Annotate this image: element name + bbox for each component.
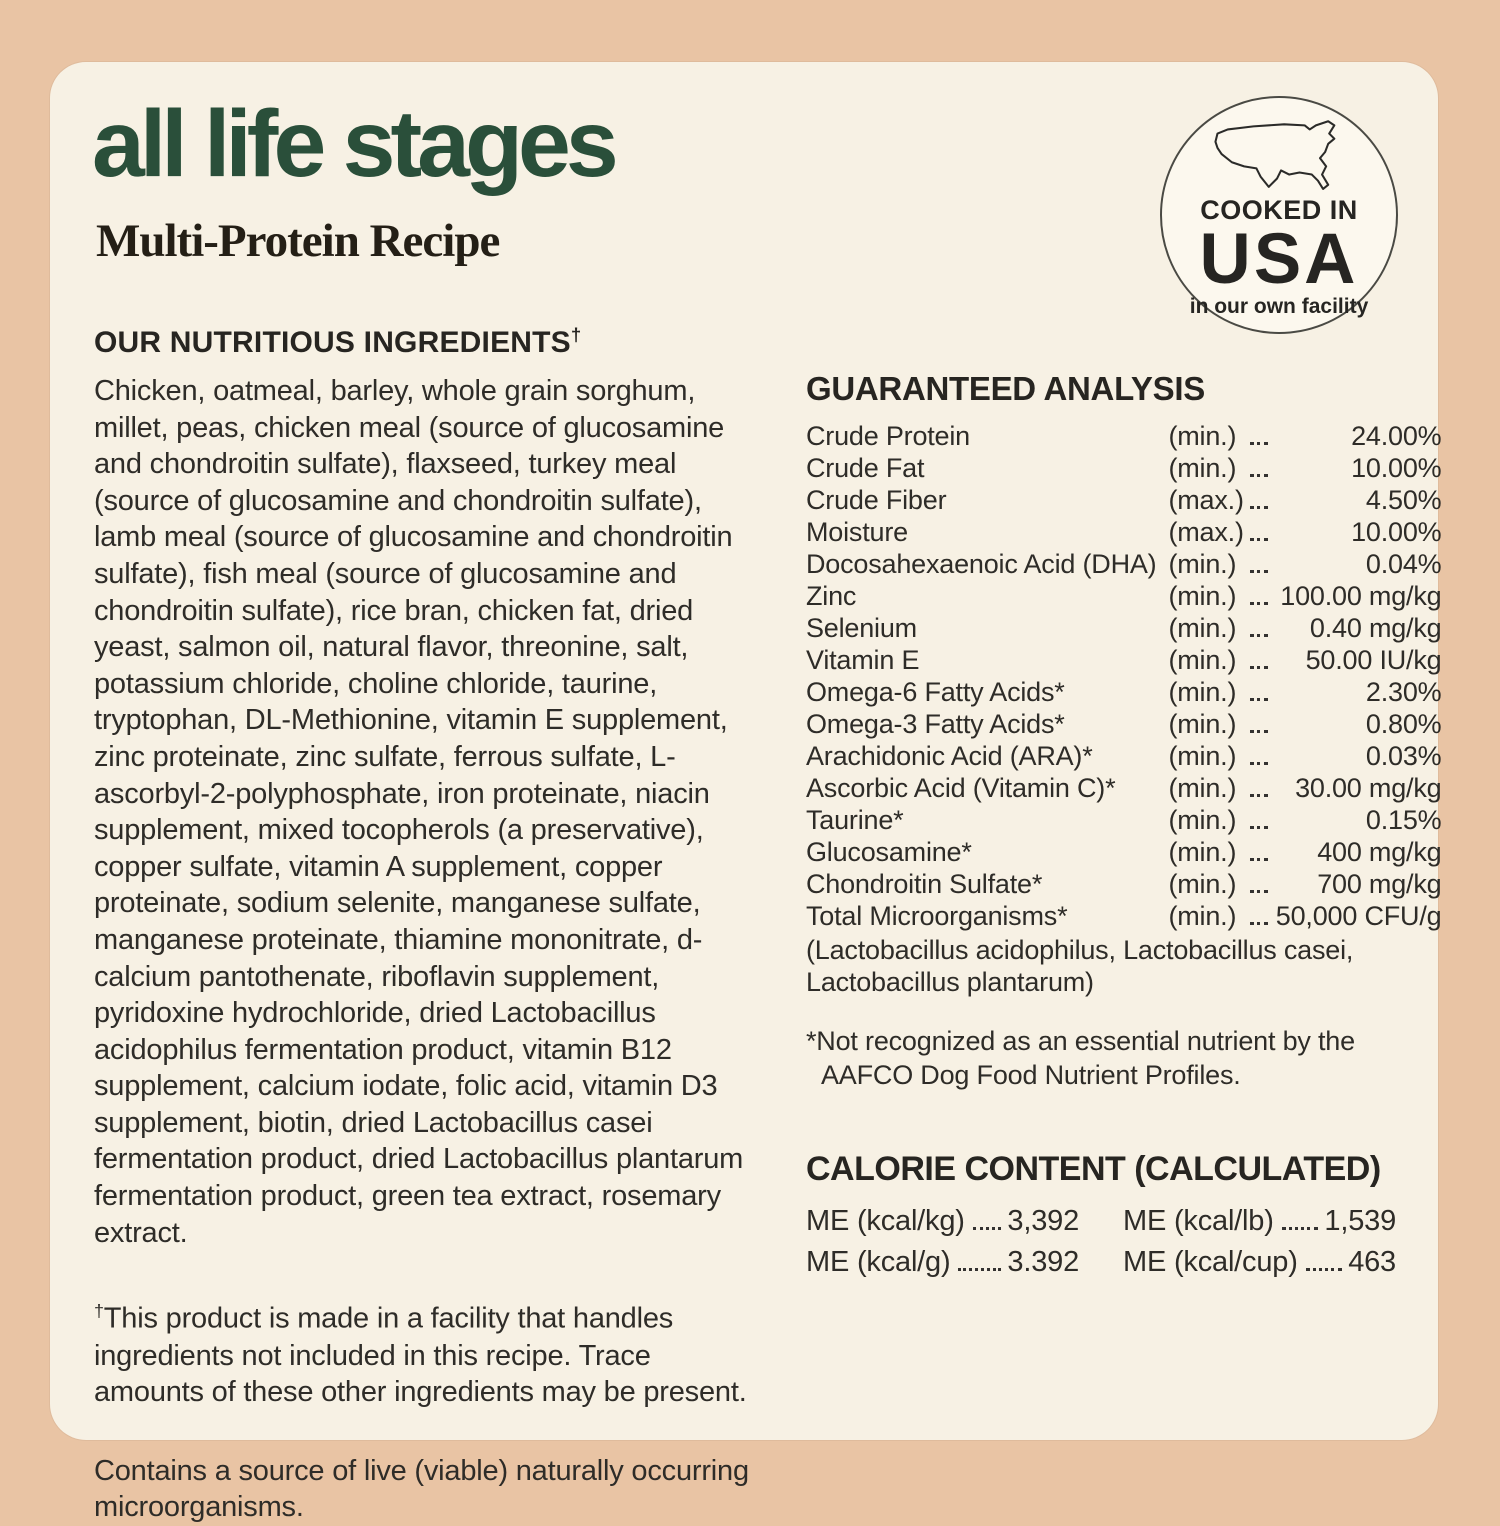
ga-leader-dots xyxy=(1250,612,1268,637)
aafco-footnote: *Not recognized as an essential nutrient by the AAFCO Dog Food Nutrient Profiles. xyxy=(806,1026,1355,1090)
ga-row-label: Arachidonic Acid (ARA)* xyxy=(806,741,1093,771)
ga-row-value: 0.03% xyxy=(1365,741,1442,771)
ga-row-limit: (min.) xyxy=(1168,581,1237,611)
dagger-marker: † xyxy=(570,324,582,345)
calorie-row xyxy=(1123,1246,1396,1279)
calorie-content-heading: CALORIE CONTENT (CALCULATED) xyxy=(806,1150,1381,1188)
ga-leader-dots xyxy=(1250,708,1268,733)
ga-row-value: 0.80% xyxy=(1365,709,1442,739)
ga-row-value: 100.00 mg/kg xyxy=(1280,581,1442,611)
ga-row-value: 0.15% xyxy=(1365,805,1442,835)
calorie-label: ME (kcal/cup) xyxy=(1123,1246,1298,1278)
ga-row-label: Crude Fiber xyxy=(806,485,947,515)
ga-leader-dots xyxy=(1250,772,1268,797)
ga-row-limit: (min.) xyxy=(1168,677,1237,707)
ga-leader-dots xyxy=(1250,676,1268,701)
ga-leader-dots xyxy=(1250,804,1268,829)
ga-row-limit: (min.) xyxy=(1168,613,1237,643)
ga-row-value: 700 mg/kg xyxy=(1317,869,1442,899)
ga-row-label: Moisture xyxy=(806,517,908,547)
microorganisms-species-note: (Lactobacillus acidophilus, Lactobacillus casei, Lactobacillus plantarum) xyxy=(806,935,1354,997)
ingredients-heading xyxy=(94,324,760,360)
ga-leader-dots xyxy=(1250,868,1268,893)
ga-row-value: 50,000 CFU/g xyxy=(1275,901,1442,931)
ga-row-limit: (min.) xyxy=(1168,741,1237,771)
ingredients-heading-text: OUR NUTRITIOUS INGREDIENTS xyxy=(94,326,571,359)
ga-row-value: 10.00% xyxy=(1351,517,1442,547)
dagger-marker: † xyxy=(94,1301,104,1322)
guaranteed-analysis-heading: GUARANTEED ANALYSIS xyxy=(806,370,1205,407)
calorie-value: 1,539 xyxy=(1324,1205,1396,1237)
ga-row-value: 0.04% xyxy=(1365,549,1442,579)
ga-row-limit: (min.) xyxy=(1168,453,1237,483)
ga-leader-dots xyxy=(1250,900,1268,925)
product-line-title: all life stages xyxy=(92,91,614,197)
ga-leader-dots xyxy=(1250,452,1268,477)
ga-leader-dots xyxy=(1250,644,1268,669)
ga-row-limit: (min.) xyxy=(1168,901,1237,931)
analysis-column xyxy=(806,324,1442,1526)
calorie-label: ME (kcal/g) xyxy=(806,1246,951,1278)
badge-usa-text: USA xyxy=(1199,219,1359,299)
ga-row-label: Total Microorganisms* xyxy=(806,901,1068,931)
ingredients-list-text: Chicken, oatmeal, barley, whole grain sorghum, millet, peas, chicken meal (source of glucosamine and chondroitin sulfate), flaxseed, turkey meal (source of glucosamine and chondroitin sulfate), lamb meal (source of glucosamine and chondroitin sulfate), fish meal (source of glucosamine and chondroitin sulfate), rice bran, chicken fat, dried yeast, salmon oil, natural flavor, threonine, salt, potassium chloride, choline chloride, taurine, tryptophan, DL-Methionine, vitamin E supplement, zinc proteinate, zinc sulfate, ferrous sulfate, L-ascorbyl-2-polyphosphate, iron proteinate, niacin supplement, mixed tocopherols (a preservative), copper sulfate, vitamin A supplement, copper proteinate, sodium selenite, manganese sulfate, manganese proteinate, thiamine mononitrate, d-calcium pantothenate, riboflavin supplement, pyridoxine hydrochloride, dried Lactobacillus acidophilus fermentation product, vitamin B12 supplement, calcium iodate, folic acid, vitamin D3 supplement, biotin, dried Lactobacillus casei fermentation product, dried Lactobacillus plantarum fermentation product, green tea extract, rosemary extract. xyxy=(94,375,744,1249)
ga-row-limit: (min.) xyxy=(1168,645,1237,675)
ga-row-value: 4.50% xyxy=(1365,485,1442,515)
ga-row-limit: (max.) xyxy=(1168,485,1244,515)
calorie-value: 3.392 xyxy=(1007,1246,1079,1278)
cooked-in-usa-badge xyxy=(1160,96,1398,334)
ga-row-label: Selenium xyxy=(806,613,917,643)
calorie-value: 3,392 xyxy=(1007,1205,1079,1237)
guaranteed-analysis-table xyxy=(806,420,1442,998)
ga-row-label: Ascorbic Acid (Vitamin C)* xyxy=(806,773,1116,803)
live-microorganisms-note: Contains a source of live (viable) naturally occurring microorganisms. xyxy=(94,1454,749,1524)
ga-row-value: 400 mg/kg xyxy=(1317,837,1442,867)
ga-row-limit: (min.) xyxy=(1168,709,1237,739)
calorie-leader-dots xyxy=(1306,1268,1343,1271)
ga-leader-dots xyxy=(1250,484,1268,509)
ga-leader-dots xyxy=(1250,836,1268,861)
calorie-label: ME (kcal/lb) xyxy=(1123,1205,1274,1237)
ga-row-label: Omega-3 Fatty Acids* xyxy=(806,709,1065,739)
ga-row-label: Omega-6 Fatty Acids* xyxy=(806,677,1065,707)
ga-row-value: 30.00 mg/kg xyxy=(1295,773,1442,803)
ga-row-value: 50.00 IU/kg xyxy=(1305,645,1442,675)
facility-footnote xyxy=(94,1293,760,1410)
label-card xyxy=(50,62,1442,1524)
ga-row-label: Glucosamine* xyxy=(806,837,972,867)
ga-row-label: Zinc xyxy=(806,581,857,611)
ga-row-limit: (min.) xyxy=(1168,805,1237,835)
calorie-leader-dots xyxy=(958,1268,1001,1271)
ga-row-label: Docosahexaenoic Acid (DHA) xyxy=(806,549,1157,579)
calorie-row xyxy=(806,1205,1079,1238)
calorie-value: 463 xyxy=(1348,1246,1396,1278)
facility-footnote-text: This product is made in a facility that handles ingredients not included in this recipe. Trace amounts of these other ingredients may be present. xyxy=(94,1302,747,1409)
ga-row-limit: (min.) xyxy=(1168,773,1237,803)
ga-leader-dots xyxy=(1250,420,1268,445)
badge-facility-text: in our own facility xyxy=(1189,295,1369,319)
ga-row-label: Chondroitin Sulfate* xyxy=(806,869,1043,899)
ga-row-limit: (min.) xyxy=(1168,549,1237,579)
ga-leader-dots xyxy=(1250,580,1268,605)
ga-row-limit: (min.) xyxy=(1168,421,1237,451)
ga-leader-dots xyxy=(1250,548,1268,573)
calorie-row xyxy=(806,1246,1079,1279)
calorie-row xyxy=(1123,1205,1396,1238)
ga-leader-dots xyxy=(1250,516,1268,541)
calorie-label: ME (kcal/kg) xyxy=(806,1205,965,1237)
ga-row-label: Crude Protein xyxy=(806,421,970,451)
ga-row-limit: (max.) xyxy=(1168,517,1244,547)
ga-row-limit: (min.) xyxy=(1168,837,1237,867)
content-columns xyxy=(94,324,1442,1526)
recipe-subtitle: Multi-Protein Recipe xyxy=(96,215,500,267)
ga-row-value: 2.30% xyxy=(1365,677,1442,707)
ga-row-value: 24.00% xyxy=(1351,421,1442,451)
ga-row-label: Taurine* xyxy=(806,805,904,835)
calorie-content-table xyxy=(806,1205,1396,1279)
ga-row-label: Vitamin E xyxy=(806,645,920,675)
ga-row-value: 10.00% xyxy=(1351,453,1442,483)
calorie-leader-dots xyxy=(1282,1227,1319,1230)
calorie-leader-dots xyxy=(973,1227,1002,1230)
ga-row-label: Crude Fat xyxy=(806,453,925,483)
ga-leader-dots xyxy=(1250,740,1268,765)
ingredients-column xyxy=(94,324,760,1526)
ga-row-limit: (min.) xyxy=(1168,869,1237,899)
badge-cooked-in-text: COOKED IN xyxy=(1200,194,1358,225)
usa-map-icon xyxy=(1203,111,1355,193)
ga-row-value: 0.40 mg/kg xyxy=(1309,613,1442,643)
